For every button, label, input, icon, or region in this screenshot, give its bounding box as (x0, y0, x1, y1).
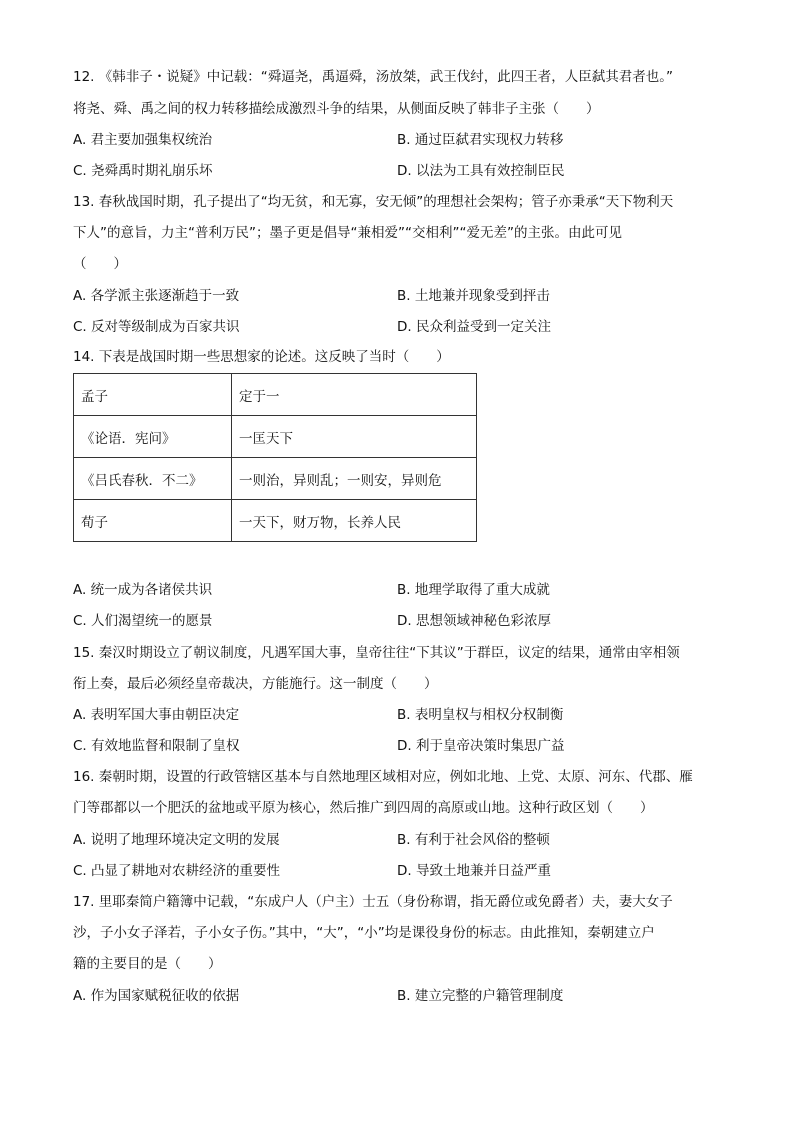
q13-option-a[interactable]: A. 各学派主张逐渐趋于一致 (73, 288, 240, 304)
table-cell: 《论语．宪问》 (74, 416, 232, 458)
q16-stem-line-1: 16. 秦朝时期，设置的行政管辖区基本与自然地理区域相对应，例如北地、上党、太原、河东、代郡、雁 (73, 769, 693, 785)
q17-stem-line-2: 沙，子小女子泽若，子小女子伤。”其中，“大”，“小”均是课役身份的标志。由此推知，秦朝建立户 (73, 925, 655, 941)
q13-stem-line-1: 13. 春秋战国时期，孔子提出了“均无贫，和无寡，安无倾”的理想社会架构；管子亦秉承“天下物利天 (73, 194, 674, 210)
q17-option-b[interactable]: B. 建立完整的户籍管理制度 (397, 988, 564, 1004)
q12-option-d[interactable]: D. 以法为工具有效控制臣民 (397, 163, 565, 179)
q15-option-d[interactable]: D. 利于皇帝决策时集思广益 (397, 738, 565, 754)
q14-stem-line-1: 14. 下表是战国时期一些思想家的论述。这反映了当时（ ） (73, 349, 450, 365)
table-cell: 《吕氏春秋．不二》 (74, 458, 232, 500)
q15-option-a[interactable]: A. 表明军国大事由朝臣决定 (73, 707, 240, 723)
table-row (74, 458, 477, 500)
table-cell: 一天下，财万物，长养人民 (232, 500, 477, 542)
q16-stem-line-2: 门等郡都以一个肥沃的盆地或平原为核心，然后推广到四周的高原或山地。这种行政区划（ ） (73, 800, 654, 816)
q13-option-c[interactable]: C. 反对等级制成为百家共识 (73, 319, 240, 335)
q13-stem-line-2: 下人”的意旨，力主“普利万民”；墨子更是倡导“兼相爱”“交相利”“爱无差”的主张。由此可见 (73, 225, 622, 241)
q12-stem-line-2: 将尧、舜、禹之间的权力转移描绘成激烈斗争的结果，从侧面反映了韩非子主张（ ） (73, 101, 600, 117)
q12-option-a[interactable]: A. 君主要加强集权统治 (73, 132, 213, 148)
q17-stem-line-1: 17. 里耶秦简户籍簿中记载，“东成户人（户主）士五（身份称谓，指无爵位或免爵者）夫，妻大女子 (73, 894, 673, 910)
table-row (74, 416, 477, 458)
q14-table (73, 373, 477, 542)
q16-option-d[interactable]: D. 导致土地兼并日益严重 (397, 863, 551, 879)
q14-option-b[interactable]: B. 地理学取得了重大成就 (397, 582, 550, 598)
q14-option-c[interactable]: C. 人们渴望统一的愿景 (73, 613, 213, 629)
q17-stem-line-3: 籍的主要目的是（ ） (73, 956, 222, 972)
q15-option-b[interactable]: B. 表明皇权与相权分权制衡 (397, 707, 564, 723)
q16-option-c[interactable]: C. 凸显了耕地对农耕经济的重要性 (73, 863, 281, 879)
q12-stem-line-1: 12. 《韩非子・说疑》中记载：“舜逼尧，禹逼舜，汤放桀，武王伐纣，此四王者，人臣弑其君者也。” (73, 69, 673, 85)
q14-option-a[interactable]: A. 统一成为各诸侯共识 (73, 582, 213, 598)
q12-option-c[interactable]: C. 尧舜禹时期礼崩乐坏 (73, 163, 213, 179)
q15-stem-line-2: 衔上奏，最后必须经皇帝裁决，方能施行。这一制度（ ） (73, 676, 438, 692)
q13-stem-line-3: （ ） (73, 256, 127, 272)
q16-option-a[interactable]: A. 说明了地理环境决定文明的发展 (73, 832, 280, 848)
table-cell: 一匡天下 (232, 416, 477, 458)
q17-option-a[interactable]: A. 作为国家赋税征收的依据 (73, 988, 240, 1004)
table-cell: 荀子 (74, 500, 232, 542)
table-row (74, 500, 477, 542)
q16-option-b[interactable]: B. 有利于社会风俗的整顿 (397, 832, 550, 848)
table-cell: 一则治，异则乱；一则安，异则危 (232, 458, 477, 500)
q13-option-b[interactable]: B. 土地兼并现象受到抨击 (397, 288, 550, 304)
table-row (74, 374, 477, 416)
table-cell: 孟子 (74, 374, 232, 416)
q13-option-d[interactable]: D. 民众利益受到一定关注 (397, 319, 551, 335)
q15-stem-line-1: 15. 秦汉时期设立了朝议制度，凡遇军国大事，皇帝往往“下其议”于群臣，议定的结果，通常由宰相领 (73, 645, 680, 661)
q12-option-b[interactable]: B. 通过臣弑君实现权力转移 (397, 132, 564, 148)
q14-option-d[interactable]: D. 思想领域神秘色彩浓厚 (397, 613, 551, 629)
table-cell: 定于一 (232, 374, 477, 416)
q15-option-c[interactable]: C. 有效地监督和限制了皇权 (73, 738, 240, 754)
